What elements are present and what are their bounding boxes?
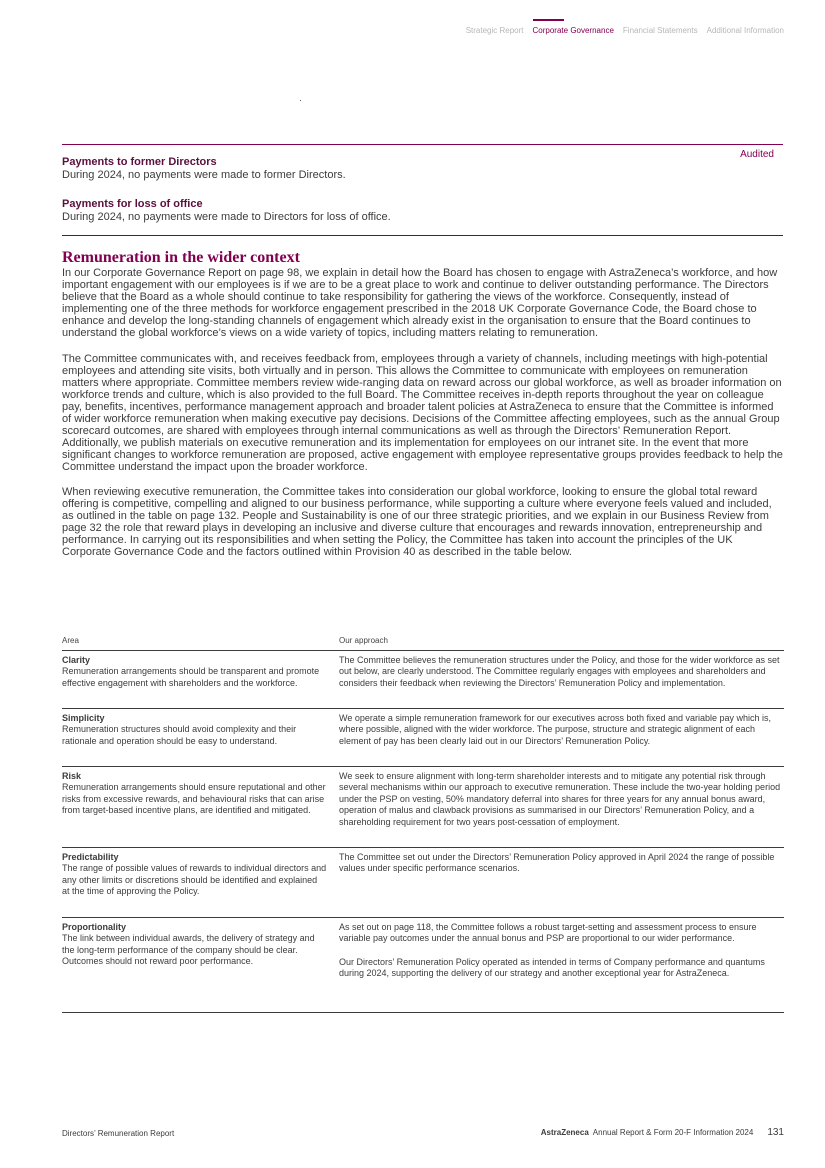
area-title: Simplicity	[62, 712, 105, 723]
approach-text: We operate a simple remuneration framework for our executives across both fixed and variable pay which is, where possible, aligned with the wider workforce. The purpose, structure and strategic alignment of each element of pay has been clearly laid out in our Directors’ Remuneration Policy.	[339, 712, 772, 746]
area-title: Proportionality	[62, 921, 127, 932]
approach-cell	[339, 852, 784, 913]
wider-context-paragraph: When reviewing executive remuneration, the Committee takes into consideration our global workforce, looking to ensure the global total reward offering is competitive, compelling and aligned to our business performance, while supporting a culture where everyone feels valued and included, as outlined in the table on page 132. People and Sustainability is one of our three strategic priorities, and we explain in our Business Review from page 32 the role that reward plays in developing an inclusive and diverse culture that encourages and rewards innovation, entrepreneurship and performance. In carrying out its responsibilities and when setting the Policy, the Committee has taken into account the principles of the UK Corporate Governance Code and the factors outlined within Provision 40 as described in the table below.	[62, 485, 772, 558]
nav-strategic-report[interactable]: Strategic Report	[465, 26, 524, 35]
area-title: Predictability	[62, 851, 119, 862]
table-row	[62, 651, 784, 709]
table-header	[62, 635, 784, 651]
header-area: Area	[62, 636, 79, 645]
approach-cell	[339, 922, 784, 1008]
area-title: Risk	[62, 770, 82, 781]
approach-text: Our Directors’ Remuneration Policy operated as intended in terms of Company performance and quantums during 2024, supporting the delivery of our strategy and another exceptional year for AstraZeneca.	[339, 956, 765, 978]
area-text: Remuneration structures should avoid complexity and their rationale and operation should be easy to understand.	[62, 724, 297, 746]
approach-cell	[339, 771, 784, 843]
nav-financial-statements[interactable]: Financial Statements	[622, 26, 698, 35]
nav-corporate-governance[interactable]: Corporate Governance	[532, 26, 614, 35]
stray-dot	[300, 100, 301, 101]
footer-publication	[541, 1127, 784, 1138]
area-cell	[62, 655, 339, 704]
former-directors-section	[62, 156, 782, 182]
wider-context-paragraph: In our Corporate Governance Report on page 98, we explain in detail how the Board has chosen to engage with AstraZeneca’s workforce, and how important engagement with our employees is if we are to be a great place to work and continue to deliver outstanding performance. The Directors believe that the Board as a whole should continue to take responsibility for gathering the views of the workforce. Consequently, instead of implementing one of the three methods for workforce engagement prescribed in the 2018 UK Corporate Governance Code, the Board chose to enhance and develop the long-standing channels of engagement which already exist in the organisation to ensure that the Board continues to understand the global workforce’s views on a wide variety of topics, including matters relating to remuneration.	[62, 267, 778, 340]
audited-top-rule	[62, 144, 783, 145]
area-text: The link between individual awards, the delivery of strategy and the long-term performance of the company should be clear. Outcomes should not reward poor performance.	[62, 933, 315, 966]
area-cell	[62, 852, 339, 913]
nav-additional-information[interactable]: Additional Information	[706, 26, 784, 35]
approach-text: The Committee set out under the Directors’ Remuneration Policy approved in April 2024 the range of possible values under specific performance scenarios.	[339, 851, 775, 873]
header-approach: Our approach	[339, 636, 388, 645]
footer-section-name: Directors’ Remuneration Report	[62, 1129, 175, 1138]
approach-text: The Committee believes the remuneration structures under the Policy, and those for the wider workforce as set out below, are clearly understood. The Committee regularly engages with employees and shareholders and considers their feedback when reviewing the Directors’ Remuneration Policy and implementation.	[339, 654, 780, 688]
approach-text: We seek to ensure alignment with long-term shareholder interests and to mitigate any potential risk through several mechanisms within our approach to executive remuneration. These include the two-year holding period under the PSP on vesting, 50% mandatory deferral into shares for three years for any annual bonus award, operation of malus and clawback provisions as summarised in our Directors’ Remuneration Policy, and a shareholding requirement for two years post-cessation of employment.	[339, 770, 781, 827]
area-text: Remuneration arrangements should ensure reputational and other risks from excessive rewards, and behavioural risks that can arise from target-based incentive plans, are identified and mitigated.	[62, 782, 326, 815]
loss-of-office-heading: Payments for loss of office	[62, 198, 203, 210]
footer-publication-title: Annual Report & Form 20-F Information 2024	[592, 1128, 754, 1137]
table-row	[62, 709, 784, 767]
area-cell	[62, 713, 339, 762]
area-text: The range of possible values of rewards to individual directors and any other limits or discretions should be identified and explained at the time of approving the Policy.	[62, 863, 327, 896]
page-number: 131	[767, 1127, 784, 1138]
wider-context-section	[62, 249, 784, 558]
table-row	[62, 848, 784, 918]
loss-of-office-section	[62, 198, 782, 224]
audited-bottom-rule	[62, 235, 783, 236]
section-nav	[466, 26, 784, 35]
provision-40-table	[62, 635, 784, 1013]
table-row	[62, 918, 784, 1013]
table-row	[62, 767, 784, 848]
area-cell	[62, 922, 339, 1008]
area-title: Clarity	[62, 654, 91, 665]
area-cell	[62, 771, 339, 843]
former-directors-text: During 2024, no payments were made to former Directors.	[62, 169, 346, 181]
approach-cell	[339, 655, 784, 704]
former-directors-heading: Payments to former Directors	[62, 156, 217, 168]
approach-cell	[339, 713, 784, 762]
area-text: Remuneration arrangements should be transparent and promote effective engagement with shareholders and the workforce.	[62, 666, 320, 688]
wider-context-heading: Remuneration in the wider context	[62, 249, 300, 266]
audited-label: Audited	[740, 149, 774, 160]
wider-context-paragraph: The Committee communicates with, and receives feedback from, employees through a variety of channels, including meetings with high-potential employees and attending site visits, both virtually and in person. This allows the Committee to communicate with employees on remuneration matters where appropriate. Committee members review wide-ranging data on reward across our global workforce, as well as broader information on workforce trends and culture, which is also provided to the full Board. The Committee receives in-depth reports throughout the year on colleague pay, benefits, incentives, performance management approach and broader talent policies at AstraZeneca to ensure that the Committee is informed of wider workforce remuneration when making executive pay decisions. Decisions of the Committee affecting employees, such as the annual Group scorecard outcomes, are shared with employees through internal communications as well as through the Directors’ Remuneration Report. Additionally, we publish materials on executive remuneration and its implementation for employees on our intranet site. In the event that more significant changes to workforce remuneration are proposed, active engagement with employee representative groups provides feedback to help the Committee understand the impact upon the broader workforce.	[62, 352, 783, 474]
footer-brand: AstraZeneca	[540, 1128, 589, 1137]
loss-of-office-text: During 2024, no payments were made to Directors for loss of office.	[62, 211, 391, 223]
approach-text: As set out on page 118, the Committee follows a robust target-setting and assessment process to ensure variable pay outcomes under the annual bonus and PSP are proportional to our wider performance.	[339, 921, 757, 943]
